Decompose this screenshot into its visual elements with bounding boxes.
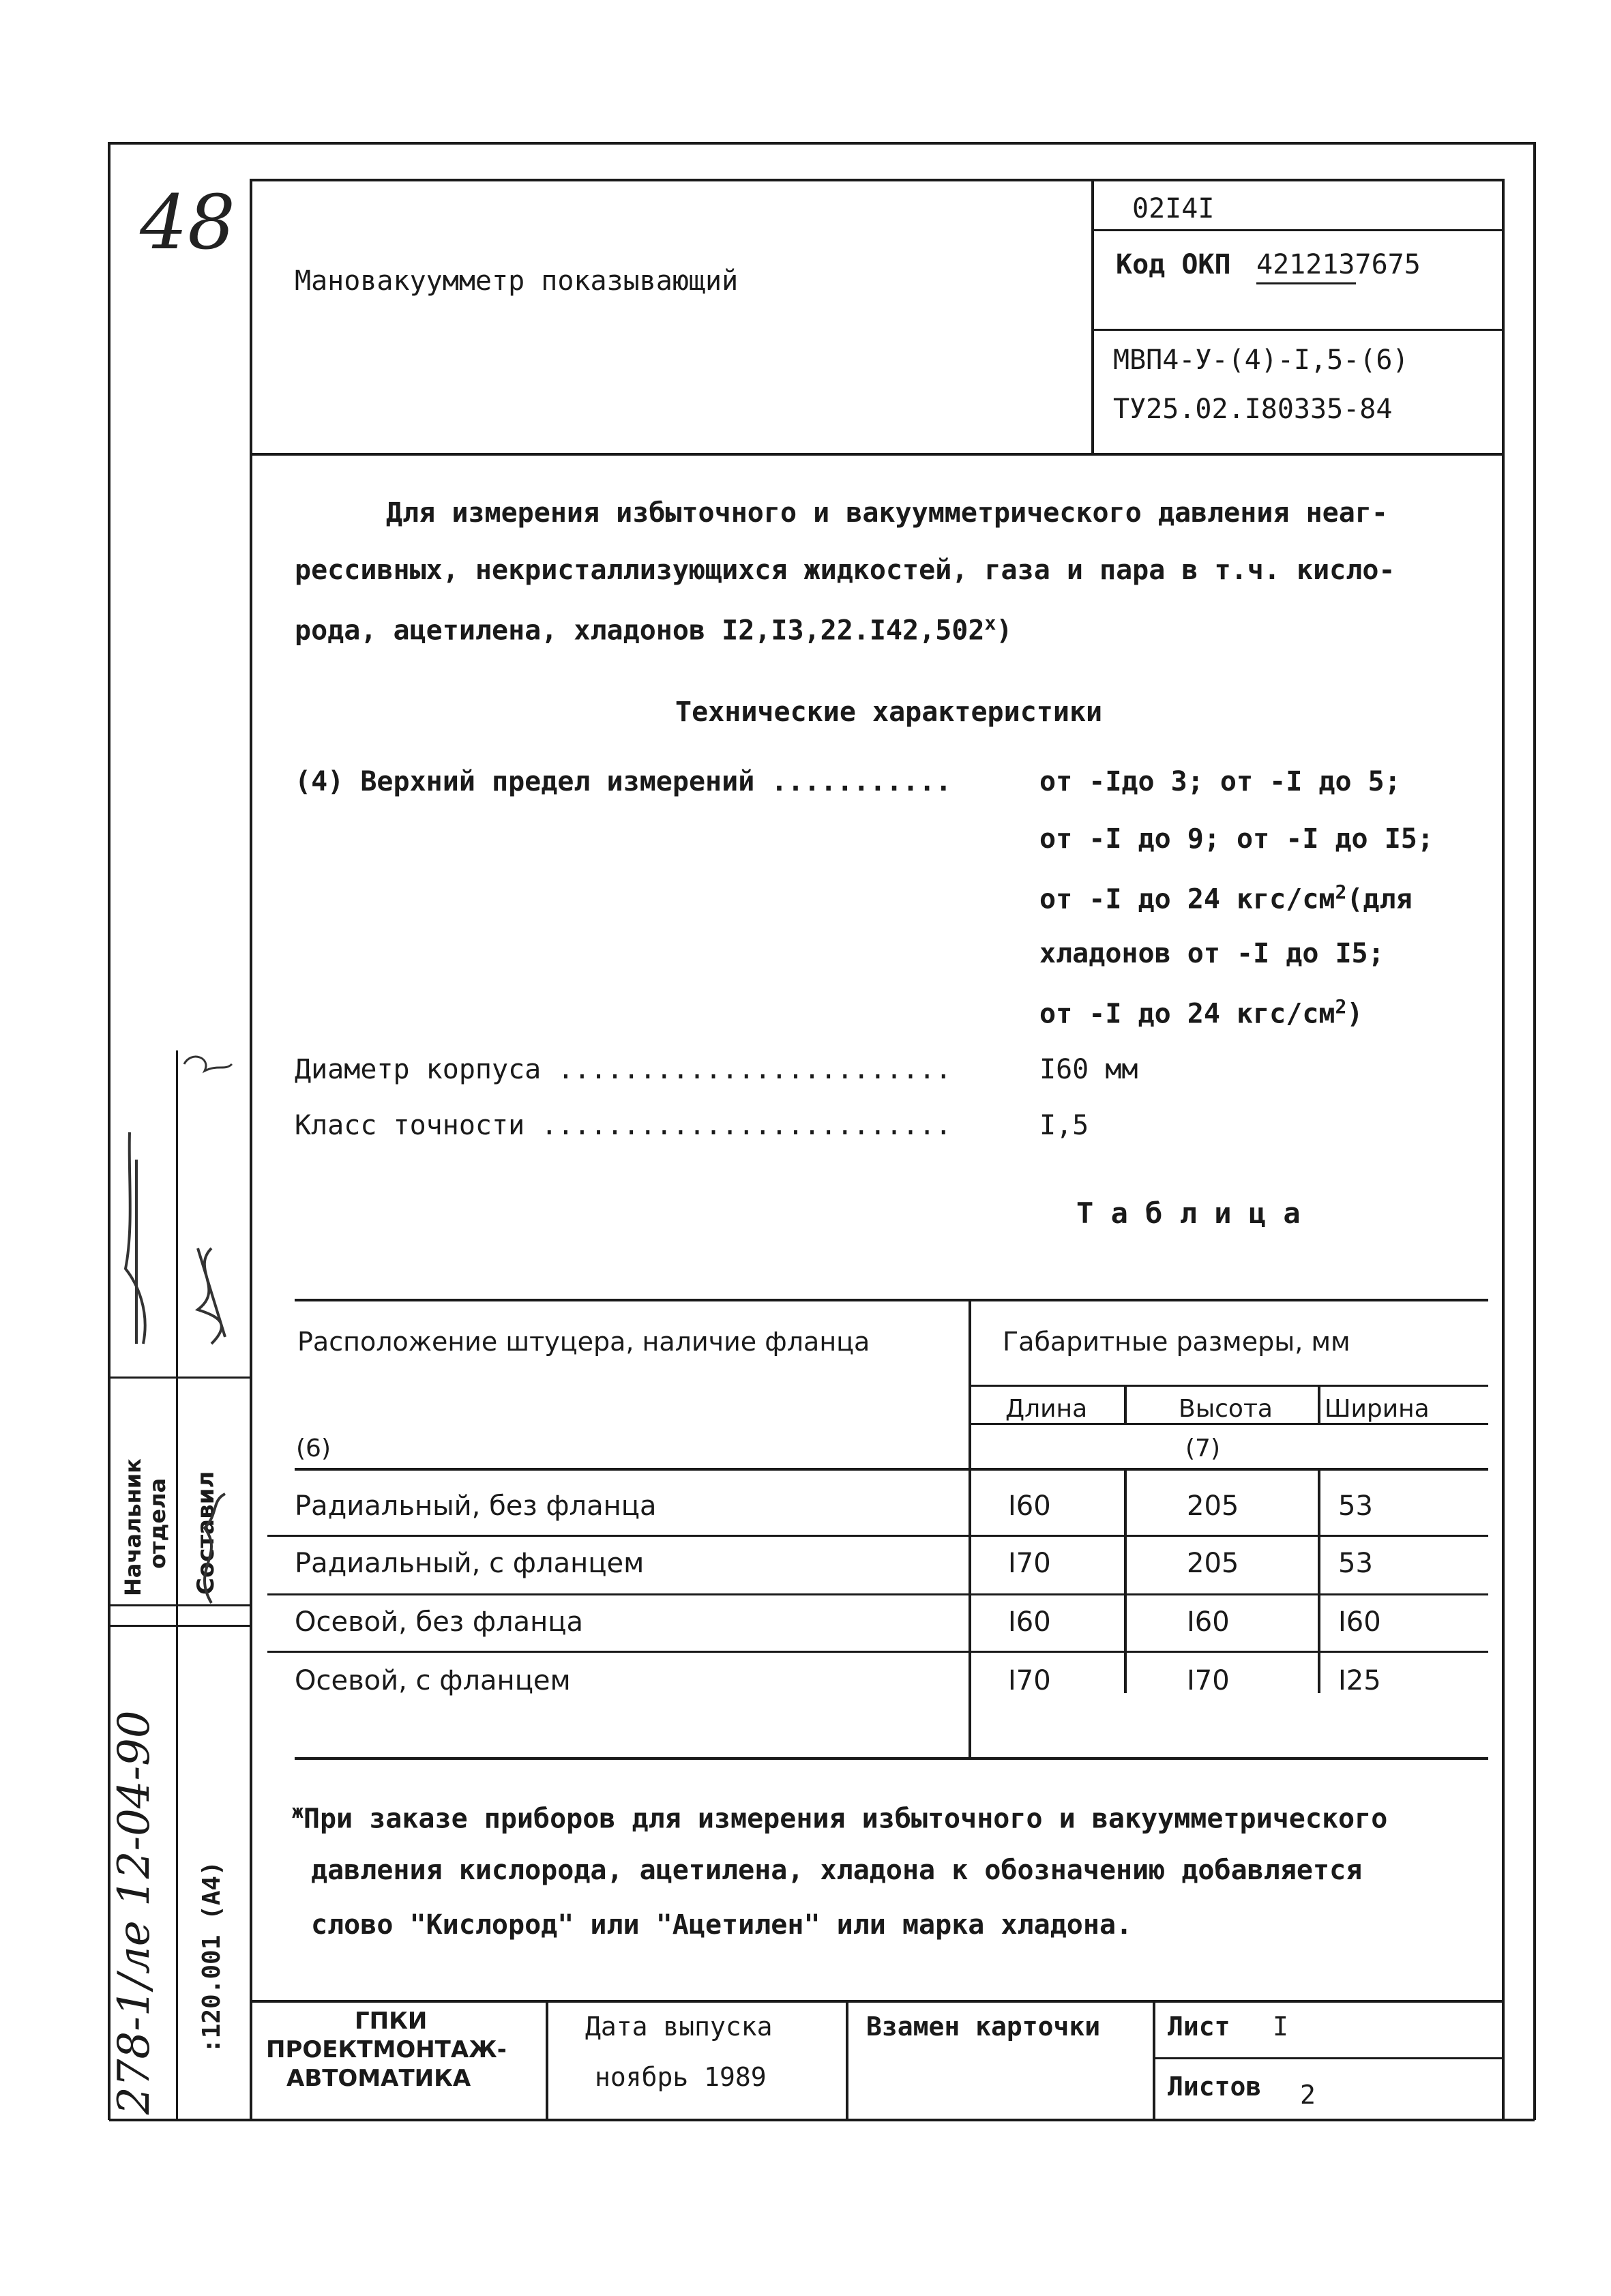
accuracy-value: I,5 (1039, 1110, 1089, 1141)
table-header-bottom-line (295, 1468, 1488, 1471)
tech-heading: Технические характеристики (675, 696, 1103, 728)
table-top-line (295, 1299, 1488, 1301)
stamp-org-line-2: ПРОЕКТМОНТАЖ- (266, 2036, 507, 2063)
side-compiled-label: Составил (192, 1471, 220, 1595)
stamp-sheets-label: Листов (1168, 2072, 1262, 2102)
table-ref-left: (6) (296, 1434, 331, 1462)
model-designation: МВП4-У-(4)-I,5-(6) (1113, 344, 1409, 376)
row-height: I60 (1187, 1606, 1230, 1638)
table-col2-divider (1124, 1468, 1127, 1693)
row-height: 205 (1187, 1490, 1239, 1522)
table-subheader-width: Ширина (1325, 1395, 1430, 1423)
stamp-org-line-1: ГПКИ (355, 2007, 428, 2035)
table-col3-divider-top (1318, 1385, 1320, 1423)
table-row-line-3 (267, 1651, 1488, 1653)
signature-compiler (198, 1248, 225, 1344)
table-col2-divider-top (1124, 1385, 1127, 1423)
page-number: 48 (140, 179, 235, 266)
okp-code-underline (1256, 282, 1356, 284)
table-col1-divider (969, 1299, 971, 1758)
form-right-line (1502, 179, 1505, 2119)
stamp-top-line (251, 2000, 1503, 2003)
table-subheader-line (970, 1423, 1488, 1425)
table-dims-header: Габаритные размеры, мм (1003, 1327, 1350, 1357)
code-number: 02I4I (1132, 193, 1215, 224)
stamp-sheet-value: I (1273, 2012, 1288, 2042)
stamp-date-label: Дата выпуска (585, 2012, 773, 2042)
stamp-sheet-label: Лист (1168, 2012, 1230, 2042)
signature-lower (205, 1494, 225, 1603)
side-head-label-2: отдела (145, 1477, 171, 1569)
table-col3-divider (1318, 1468, 1320, 1693)
description-line-3 (295, 612, 1013, 647)
stamp-divider-1 (546, 2000, 548, 2119)
row-name: Осевой, с фланцем (295, 1665, 571, 1696)
row-length: I70 (1008, 1665, 1051, 1696)
tu-designation: ТУ25.02.I80335-84 (1113, 394, 1393, 425)
frame-bottom-line (109, 2119, 1535, 2121)
diameter-value: I60 мм (1039, 1054, 1138, 1085)
upper-limit-line-5 (1039, 995, 1363, 1030)
stamp-date-value: ноябрь 1989 (595, 2062, 767, 2092)
stamp-org-line-3: АВТОМАТИКА (286, 2065, 471, 2092)
header-divider (1091, 179, 1094, 454)
table-row-line-2 (267, 1593, 1488, 1595)
diameter-label: Диаметр корпуса ........................ (295, 1054, 952, 1085)
row-length: I60 (1008, 1490, 1051, 1522)
footnote-line-1 (292, 1800, 1388, 1835)
row-width: I25 (1338, 1665, 1381, 1696)
footnote-line-3: слово "Кислород" или "Ацетилен" или марка хладона. (311, 1909, 1133, 1941)
description-line-2: рессивных, некристаллизующихся жидкостей, газа и пара в т.ч. кисло- (295, 555, 1395, 586)
upper-limit-line-5-text: от -I до 24 кгс/см (1039, 998, 1335, 1030)
upper-limit-for-part: (для (1346, 883, 1413, 915)
row-length: I70 (1008, 1548, 1051, 1579)
side-form-code: :120.001 (А4) (198, 1861, 226, 2053)
row-name: Радиальный, без фланца (295, 1490, 657, 1522)
upper-limit-line-2: от -I до 9; от -I до I5; (1039, 823, 1434, 855)
stamp-divider-2 (846, 2000, 848, 2119)
row-width: 53 (1338, 1548, 1373, 1579)
table-dims-line (970, 1385, 1488, 1387)
table-ref-right: (7) (1185, 1434, 1220, 1462)
table-subheader-height: Высота (1179, 1395, 1273, 1423)
frame-top-line (109, 142, 1535, 145)
footnote-line-1-text: При заказе приборов для измерения избыточного и вакуумметрического (303, 1803, 1388, 1835)
upper-limit-line-4: хладонов от -I до I5; (1039, 938, 1385, 969)
stamp-sheets-value: 2 (1300, 2080, 1316, 2110)
signature-head (125, 1132, 145, 1344)
footnote-line-2: давления кислорода, ацетилена, хладона к обозначению добавляется (311, 1855, 1363, 1886)
table-row-line-1 (267, 1535, 1488, 1537)
row-height: 205 (1187, 1548, 1239, 1579)
upper-limit-line-3 (1039, 883, 1413, 913)
stamp-sheet-line (1154, 2057, 1502, 2059)
row-width: I60 (1338, 1606, 1381, 1638)
description-footnote-mark: x (984, 612, 996, 634)
form-header-bottom-line (251, 453, 1503, 456)
frame-right-line (1533, 142, 1536, 2120)
header-model-line (1093, 329, 1502, 331)
footnote-mark: ж (292, 1800, 304, 1823)
signature-marks (109, 1023, 252, 1637)
description-close-paren: ) (996, 615, 1013, 647)
description-line-1: Для измерения избыточного и вакуумметрического давления неаг- (386, 497, 1389, 529)
stamp-divider-3 (1153, 2000, 1155, 2119)
okp-label: Код ОКП (1116, 249, 1231, 280)
table-col1-header: Расположение штуцера, наличие фланца (297, 1327, 870, 1357)
accuracy-label: Класс точности ......................... (295, 1110, 952, 1141)
document-title: Мановакуумметр показывающий (295, 265, 739, 297)
stamp-replaces-label: Взамен карточки (866, 2012, 1101, 2042)
description-line-3-text: рода, ацетилена, хладонов I2,I3,22.I42,502 (295, 615, 985, 647)
row-name: Радиальный, с фланцем (295, 1548, 645, 1579)
row-length: I60 (1008, 1606, 1051, 1638)
table-subheader-length: Длина (1005, 1395, 1088, 1423)
row-width: 53 (1338, 1490, 1373, 1522)
form-top-line (251, 179, 1503, 181)
row-name: Осевой, без фланца (295, 1606, 583, 1638)
upper-limit-label: (4) Верхний предел измерений ........... (295, 766, 952, 797)
upper-limit-close-paren: ) (1346, 998, 1363, 1030)
upper-limit-line-3-sq: 2 (1335, 881, 1347, 903)
okp-code: 4212137675 (1256, 249, 1421, 280)
table-heading: Т а б л и ц а (1076, 1196, 1301, 1230)
upper-limit-line-5-sq: 2 (1335, 995, 1347, 1018)
row-height: I70 (1187, 1665, 1230, 1696)
side-head-label-1: Начальник (120, 1458, 146, 1596)
side-handwritten-code: 278-1/ле 12-04-90 (109, 1710, 160, 2115)
header-code-line (1093, 229, 1502, 231)
upper-limit-line-3-text: от -I до 24 кгс/см (1039, 883, 1335, 915)
table-bottom-line (295, 1757, 1488, 1760)
signature-initials (184, 1057, 232, 1071)
upper-limit-line-1: от -Iдо 3; от -I до 5; (1039, 766, 1401, 797)
